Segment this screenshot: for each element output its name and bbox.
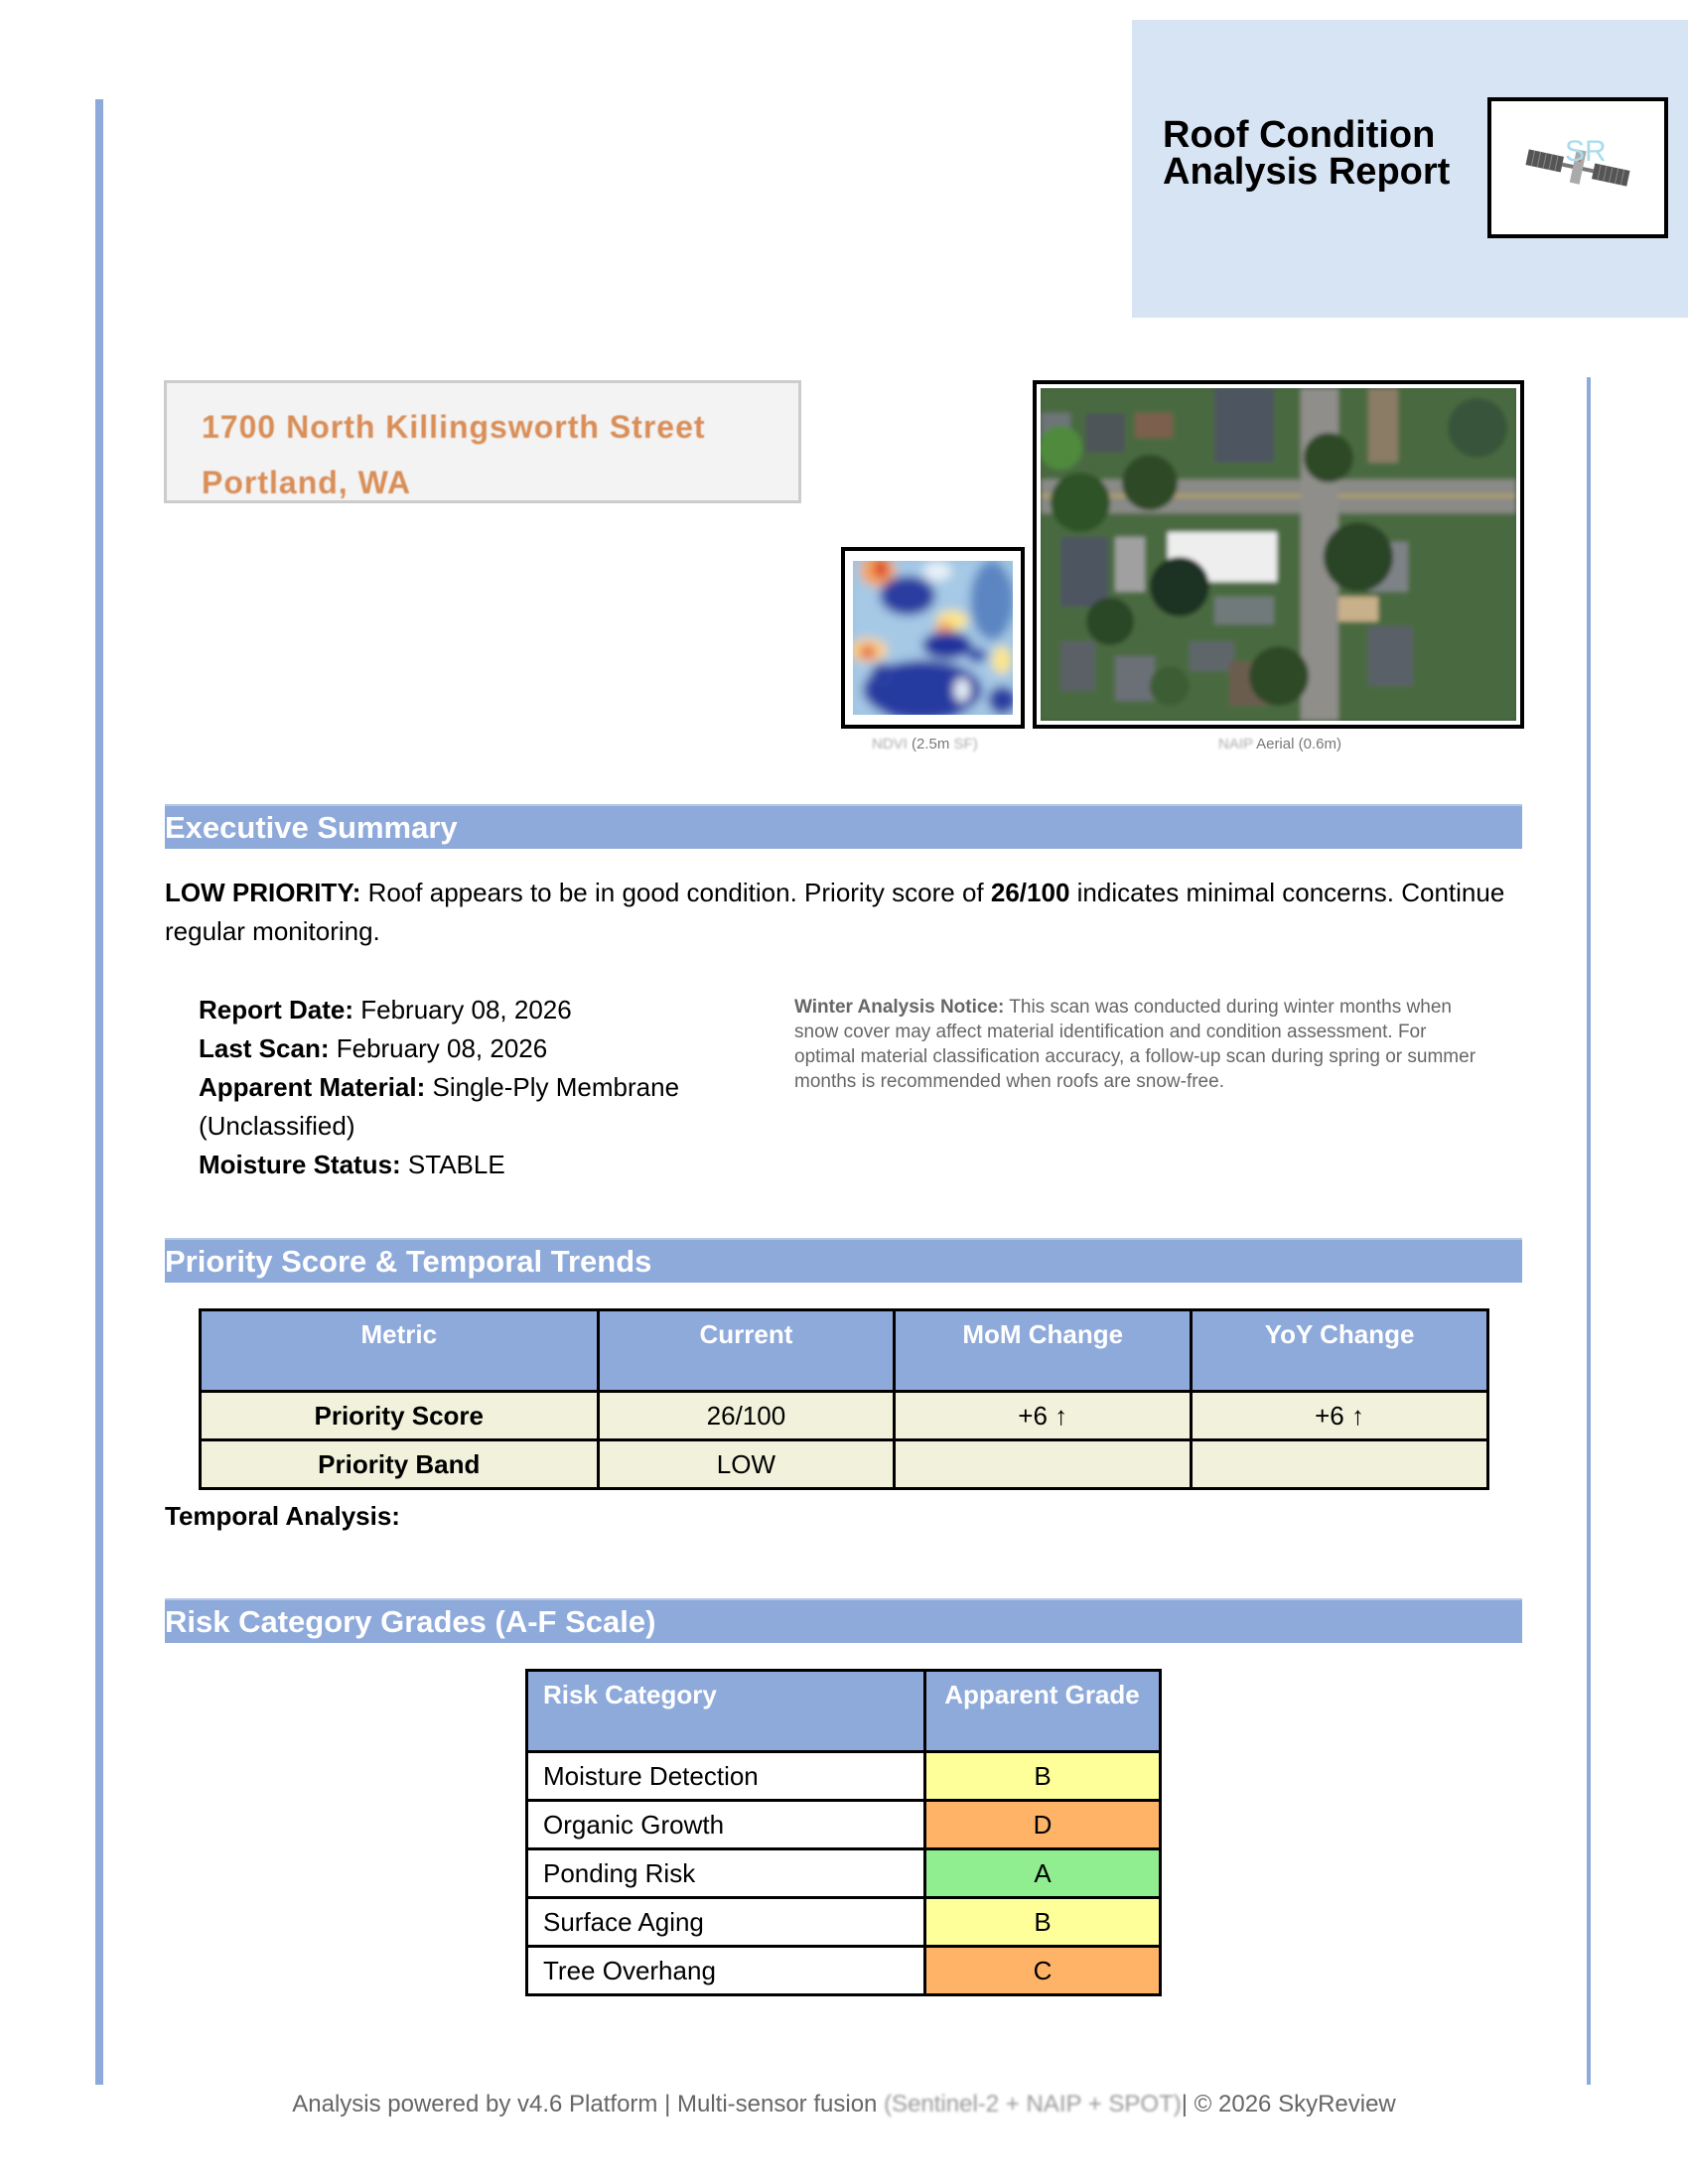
satellite-logo-icon [1491, 101, 1664, 234]
aerial-caption: NAIP Aerial (0.6m) [1218, 736, 1341, 752]
section-header-risk-grades: Risk Category Grades (A-F Scale) [165, 1598, 1522, 1643]
logo [1487, 97, 1668, 238]
meta-material: Apparent Material: Single-Ply Membrane (Unclassified) [199, 1072, 680, 1141]
heatmap-caption: NDVI (2.5m SF) [872, 736, 978, 752]
meta-report-date: Report Date: February 08, 2026 [199, 995, 572, 1024]
svg-text:SR: SR [1565, 135, 1607, 168]
report-title [1163, 114, 1480, 193]
section-header-priority-trends: Priority Score & Temporal Trends [165, 1238, 1522, 1283]
title-line-2: Analysis Report [1163, 151, 1451, 193]
priority-label: LOW PRIORITY: [165, 878, 361, 907]
table-row: Moisture Detection B [527, 1752, 1161, 1801]
table-row: Priority Band LOW [201, 1440, 1488, 1489]
table-row: Surface Aging B [527, 1898, 1161, 1947]
table-row: Tree Overhang C [527, 1947, 1161, 1995]
property-address-box [164, 380, 801, 503]
table-row: Priority Score 26/100 +6 ↑ +6 ↑ [201, 1392, 1488, 1440]
summary-score: 26/100 [990, 878, 1070, 907]
summary-paragraph: LOW PRIORITY: Roof appears to be in good condition. Priority score of 26/100 indicates minimal concerns. Continue regular monitoring. [165, 878, 1505, 946]
table-header-row [527, 1671, 1161, 1752]
address-line-1: 1700 North Killingsworth Street [202, 409, 706, 445]
report-meta-list [199, 991, 755, 1184]
grade-badge: A [925, 1849, 1161, 1898]
col-header-metric: Metric [201, 1310, 599, 1392]
title-line-1: Roof Condition [1163, 114, 1436, 156]
risk-grades-table [525, 1669, 1162, 1996]
mom-change-up-arrow: +6 ↑ [895, 1392, 1192, 1440]
table-row: Organic Growth D [527, 1801, 1161, 1849]
page-footer: Analysis powered by v4.6 Platform | Multi-sensor fusion (Sentinel-2 + NAIP + SPOT)| © 2026 SkyReview [292, 2091, 1396, 2117]
report-header [1132, 20, 1688, 318]
right-accent-bar [1587, 377, 1591, 2085]
temporal-analysis-label: Temporal Analysis: [165, 1501, 400, 1531]
grade-badge: D [925, 1801, 1161, 1849]
address-line-2: Portland, WA [202, 465, 412, 500]
winter-analysis-notice: Winter Analysis Notice: This scan was conducted during winter months when snow cover may affect material identification and condition assessment. For optimal material classification accuracy, a follow-up scan during spring or summer months is recommended when roofs are snow-free. [794, 997, 1477, 1092]
table-row: Ponding Risk A [527, 1849, 1161, 1898]
aerial-photo [1033, 380, 1524, 729]
aerial-imagery-graphic [1041, 388, 1516, 721]
grade-badge: C [925, 1947, 1161, 1995]
yoy-change-up-arrow: +6 ↑ [1192, 1392, 1488, 1440]
meta-last-scan: Last Scan: February 08, 2026 [199, 1033, 548, 1063]
grade-badge: B [925, 1898, 1161, 1947]
col-header-yoy: YoY Change [1192, 1310, 1488, 1392]
col-header-current: Current [598, 1310, 895, 1392]
col-header-mom: MoM Change [895, 1310, 1192, 1392]
grade-badge: B [925, 1752, 1161, 1801]
priority-score-table [199, 1308, 1489, 1490]
col-header-apparent-grade: Apparent Grade [925, 1671, 1161, 1752]
col-header-risk-category: Risk Category [527, 1671, 925, 1752]
ndvi-heatmap-image [841, 547, 1025, 729]
table-header-row [201, 1310, 1488, 1392]
heatmap-graphic [853, 561, 1013, 715]
meta-moisture-status: Moisture Status: STABLE [199, 1150, 505, 1179]
left-accent-bar [95, 99, 103, 2085]
section-header-executive-summary: Executive Summary [165, 804, 1522, 849]
